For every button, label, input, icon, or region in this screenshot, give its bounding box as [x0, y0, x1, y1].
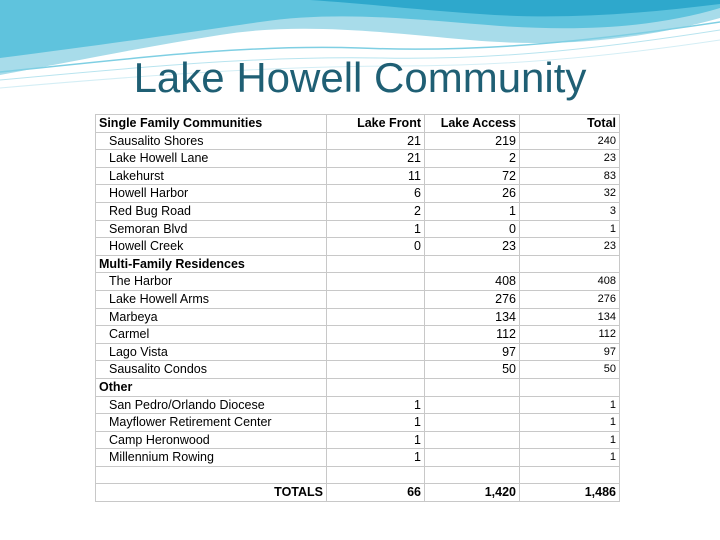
totals-label: TOTALS: [96, 484, 327, 502]
community-name: Semoran Blvd: [96, 220, 327, 238]
totals-row: [96, 484, 620, 502]
lake-access-value: [425, 396, 520, 414]
total-value: 32: [520, 185, 620, 203]
lake-access-value: 72: [425, 167, 520, 185]
community-name: Carmel: [96, 326, 327, 344]
lake-front-value: 0: [327, 238, 425, 256]
total-value: 83: [520, 167, 620, 185]
lake-access-value: 26: [425, 185, 520, 203]
community-name: Millennium Rowing: [96, 449, 327, 467]
lake-access-value: [425, 431, 520, 449]
community-name: The Harbor: [96, 273, 327, 291]
total-value: 1: [520, 414, 620, 432]
lake-access-value: 134: [425, 308, 520, 326]
empty-cell: [96, 466, 327, 484]
community-name: Red Bug Road: [96, 202, 327, 220]
table-row: [96, 150, 620, 168]
table-row: [96, 431, 620, 449]
total-value: 408: [520, 273, 620, 291]
lake-front-value: [327, 326, 425, 344]
blank-row: [96, 466, 620, 484]
header-total: Total: [520, 115, 620, 133]
header-category: Single Family Communities: [96, 115, 327, 133]
lake-front-value: [327, 308, 425, 326]
lake-access-value: [425, 414, 520, 432]
lake-access-value: 276: [425, 290, 520, 308]
community-name: Sausalito Shores: [96, 132, 327, 150]
empty-cell: [327, 466, 425, 484]
empty-cell: [425, 466, 520, 484]
lake-access-value: 112: [425, 326, 520, 344]
table-row: [96, 290, 620, 308]
section-row-multi-family: [96, 255, 620, 273]
empty-cell: [425, 378, 520, 396]
table-row: [96, 132, 620, 150]
totals-lake-access: 1,420: [425, 484, 520, 502]
header-lake-front: Lake Front: [327, 115, 425, 133]
lake-front-value: 1: [327, 396, 425, 414]
table-row: [96, 361, 620, 379]
lake-front-value: 2: [327, 202, 425, 220]
total-value: 50: [520, 361, 620, 379]
total-value: 23: [520, 150, 620, 168]
lake-front-value: [327, 290, 425, 308]
table-row: [96, 167, 620, 185]
lake-access-value: 0: [425, 220, 520, 238]
community-name: Camp Heronwood: [96, 431, 327, 449]
community-name: Howell Harbor: [96, 185, 327, 203]
lake-access-value: 1: [425, 202, 520, 220]
empty-cell: [520, 255, 620, 273]
section-row-other: [96, 378, 620, 396]
lake-access-value: [425, 449, 520, 467]
community-name: Marbeya: [96, 308, 327, 326]
table-row: [96, 308, 620, 326]
table-row: [96, 396, 620, 414]
table-row: [96, 220, 620, 238]
lake-front-value: 11: [327, 167, 425, 185]
table-row: [96, 343, 620, 361]
community-name: Mayflower Retirement Center: [96, 414, 327, 432]
table-row: [96, 414, 620, 432]
total-value: 1: [520, 431, 620, 449]
empty-cell: [327, 255, 425, 273]
total-value: 240: [520, 132, 620, 150]
table-row: [96, 238, 620, 256]
community-table: [95, 114, 620, 502]
table-row: [96, 185, 620, 203]
community-name: Lake Howell Lane: [96, 150, 327, 168]
lake-front-value: 21: [327, 150, 425, 168]
empty-cell: [520, 378, 620, 396]
slide-title: Lake Howell Community: [133, 54, 587, 101]
totals-total: 1,486: [520, 484, 620, 502]
community-name: Sausalito Condos: [96, 361, 327, 379]
lake-access-value: 97: [425, 343, 520, 361]
empty-cell: [327, 378, 425, 396]
community-name: Lakehurst: [96, 167, 327, 185]
lake-access-value: 219: [425, 132, 520, 150]
lake-front-value: 1: [327, 414, 425, 432]
section-label: Multi-Family Residences: [96, 255, 327, 273]
lake-front-value: 6: [327, 185, 425, 203]
lake-front-value: 21: [327, 132, 425, 150]
lake-access-value: 408: [425, 273, 520, 291]
total-value: 276: [520, 290, 620, 308]
lake-front-value: 1: [327, 449, 425, 467]
community-name: Howell Creek: [96, 238, 327, 256]
community-name: Lago Vista: [96, 343, 327, 361]
lake-access-value: 23: [425, 238, 520, 256]
total-value: 134: [520, 308, 620, 326]
total-value: 23: [520, 238, 620, 256]
totals-lake-front: 66: [327, 484, 425, 502]
lake-access-value: 50: [425, 361, 520, 379]
empty-cell: [425, 255, 520, 273]
lake-access-value: 2: [425, 150, 520, 168]
table-row: [96, 273, 620, 291]
total-value: 1: [520, 220, 620, 238]
header-row: [96, 115, 620, 133]
lake-front-value: [327, 361, 425, 379]
lake-front-value: [327, 273, 425, 291]
table-row: [96, 326, 620, 344]
empty-cell: [520, 466, 620, 484]
table-row: [96, 449, 620, 467]
header-lake-access: Lake Access: [425, 115, 520, 133]
total-value: 1: [520, 449, 620, 467]
community-name: Lake Howell Arms: [96, 290, 327, 308]
total-value: 112: [520, 326, 620, 344]
total-value: 97: [520, 343, 620, 361]
lake-front-value: [327, 343, 425, 361]
total-value: 1: [520, 396, 620, 414]
lake-front-value: 1: [327, 220, 425, 238]
section-label: Other: [96, 378, 327, 396]
table-row: [96, 202, 620, 220]
lake-front-value: 1: [327, 431, 425, 449]
total-value: 3: [520, 202, 620, 220]
community-name: San Pedro/Orlando Diocese: [96, 396, 327, 414]
